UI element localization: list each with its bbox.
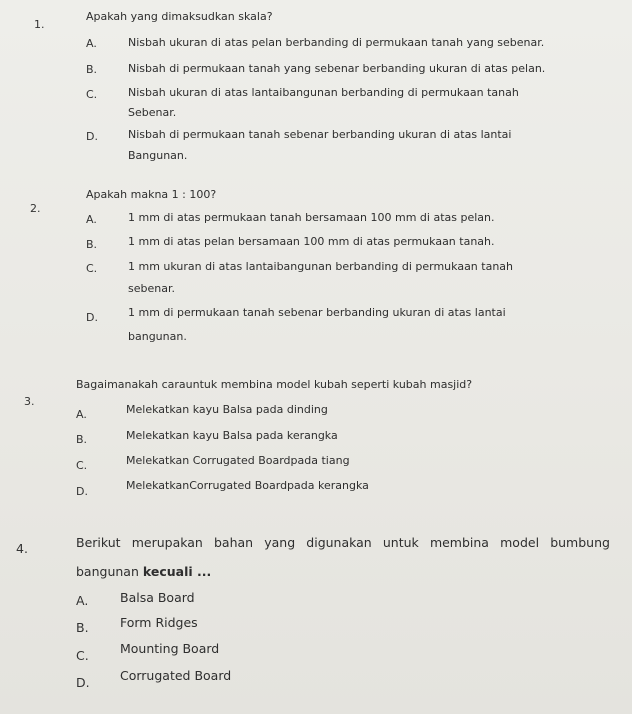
question-text-prefix: bangunan	[76, 564, 139, 579]
option-text: Nisbah ukuran di atas lantaibangunan berbanding di permukaan tanah	[128, 86, 519, 99]
option-text: Mounting Board	[120, 641, 220, 656]
option-letter: D.	[86, 311, 98, 324]
option-letter: A.	[76, 593, 89, 608]
option-text-continued: Bangunan.	[128, 149, 188, 162]
question-text: Bagaimanakah carauntuk membina model kubah seperti kubah masjid?	[76, 378, 473, 391]
option-text-continued: Sebenar.	[128, 106, 177, 119]
option-text: Melekatkan kayu Balsa pada kerangka	[126, 429, 338, 442]
option-text: Balsa Board	[120, 590, 195, 605]
option-text: 1 mm di atas permukaan tanah bersamaan 100 mm di atas pelan.	[128, 211, 495, 224]
question-word: digunakan	[306, 535, 372, 550]
option-letter: C.	[86, 88, 98, 101]
option-text: Corrugated Board	[120, 668, 232, 683]
option-letter: A.	[76, 408, 87, 421]
option-letter: A.	[86, 213, 97, 226]
question-word: merupakan	[131, 535, 203, 550]
option-letter: B.	[86, 238, 98, 251]
option-letter: A.	[86, 37, 97, 50]
question-word: membina	[429, 535, 489, 550]
option-letter: C.	[86, 262, 98, 275]
option-letter: B.	[76, 433, 88, 446]
question-number: 2.	[30, 202, 41, 215]
option-text: 1 mm ukuran di atas lantaibangunan berbanding di permukaan tanah	[128, 260, 514, 273]
question-word: yang	[264, 535, 296, 550]
option-text: Melekatkan Corrugated Boardpada tiang	[126, 454, 350, 467]
option-letter: D.	[76, 485, 88, 498]
question-number: 4.	[16, 541, 28, 556]
option-text: Nisbah di permukaan tanah yang sebenar berbanding ukuran di atas pelan.	[128, 62, 546, 75]
option-text: Nisbah ukuran di atas pelan berbanding di permukaan tanah yang sebenar.	[128, 36, 545, 49]
option-text: 1 mm di atas pelan bersamaan 100 mm di atas permukaan tanah.	[128, 235, 495, 248]
option-text-continued: sebenar.	[128, 282, 175, 295]
question-text-line-1	[76, 535, 610, 550]
option-text: 1 mm di permukaan tanah sebenar berbanding ukuran di atas lantai	[128, 306, 506, 319]
question-number: 1.	[34, 18, 45, 31]
question-text-emphasis: kecuali ...	[142, 564, 212, 579]
option-letter: B.	[76, 620, 89, 635]
question-word: bumbung	[550, 535, 610, 550]
question-text-line-2	[76, 564, 211, 579]
option-letter: C.	[76, 648, 89, 663]
option-text-continued: bangunan.	[128, 330, 187, 343]
question-text: Apakah makna 1 : 100?	[86, 188, 217, 201]
question-text: Apakah yang dimaksudkan skala?	[86, 10, 273, 23]
option-letter: D.	[86, 130, 98, 143]
question-word: untuk	[382, 535, 419, 550]
option-text: Form Ridges	[120, 615, 198, 630]
option-letter: B.	[86, 63, 98, 76]
option-text: MelekatkanCorrugated Boardpada kerangka	[126, 479, 369, 492]
option-text: Melekatkan kayu Balsa pada dinding	[126, 403, 328, 416]
option-letter: D.	[76, 675, 90, 690]
question-word: model	[500, 535, 540, 550]
option-text: Nisbah di permukaan tanah sebenar berbanding ukuran di atas lantai	[128, 128, 512, 141]
question-word: bahan	[213, 535, 254, 550]
question-number: 3.	[24, 395, 35, 408]
option-letter: C.	[76, 459, 88, 472]
question-word: Berikut	[76, 535, 121, 550]
